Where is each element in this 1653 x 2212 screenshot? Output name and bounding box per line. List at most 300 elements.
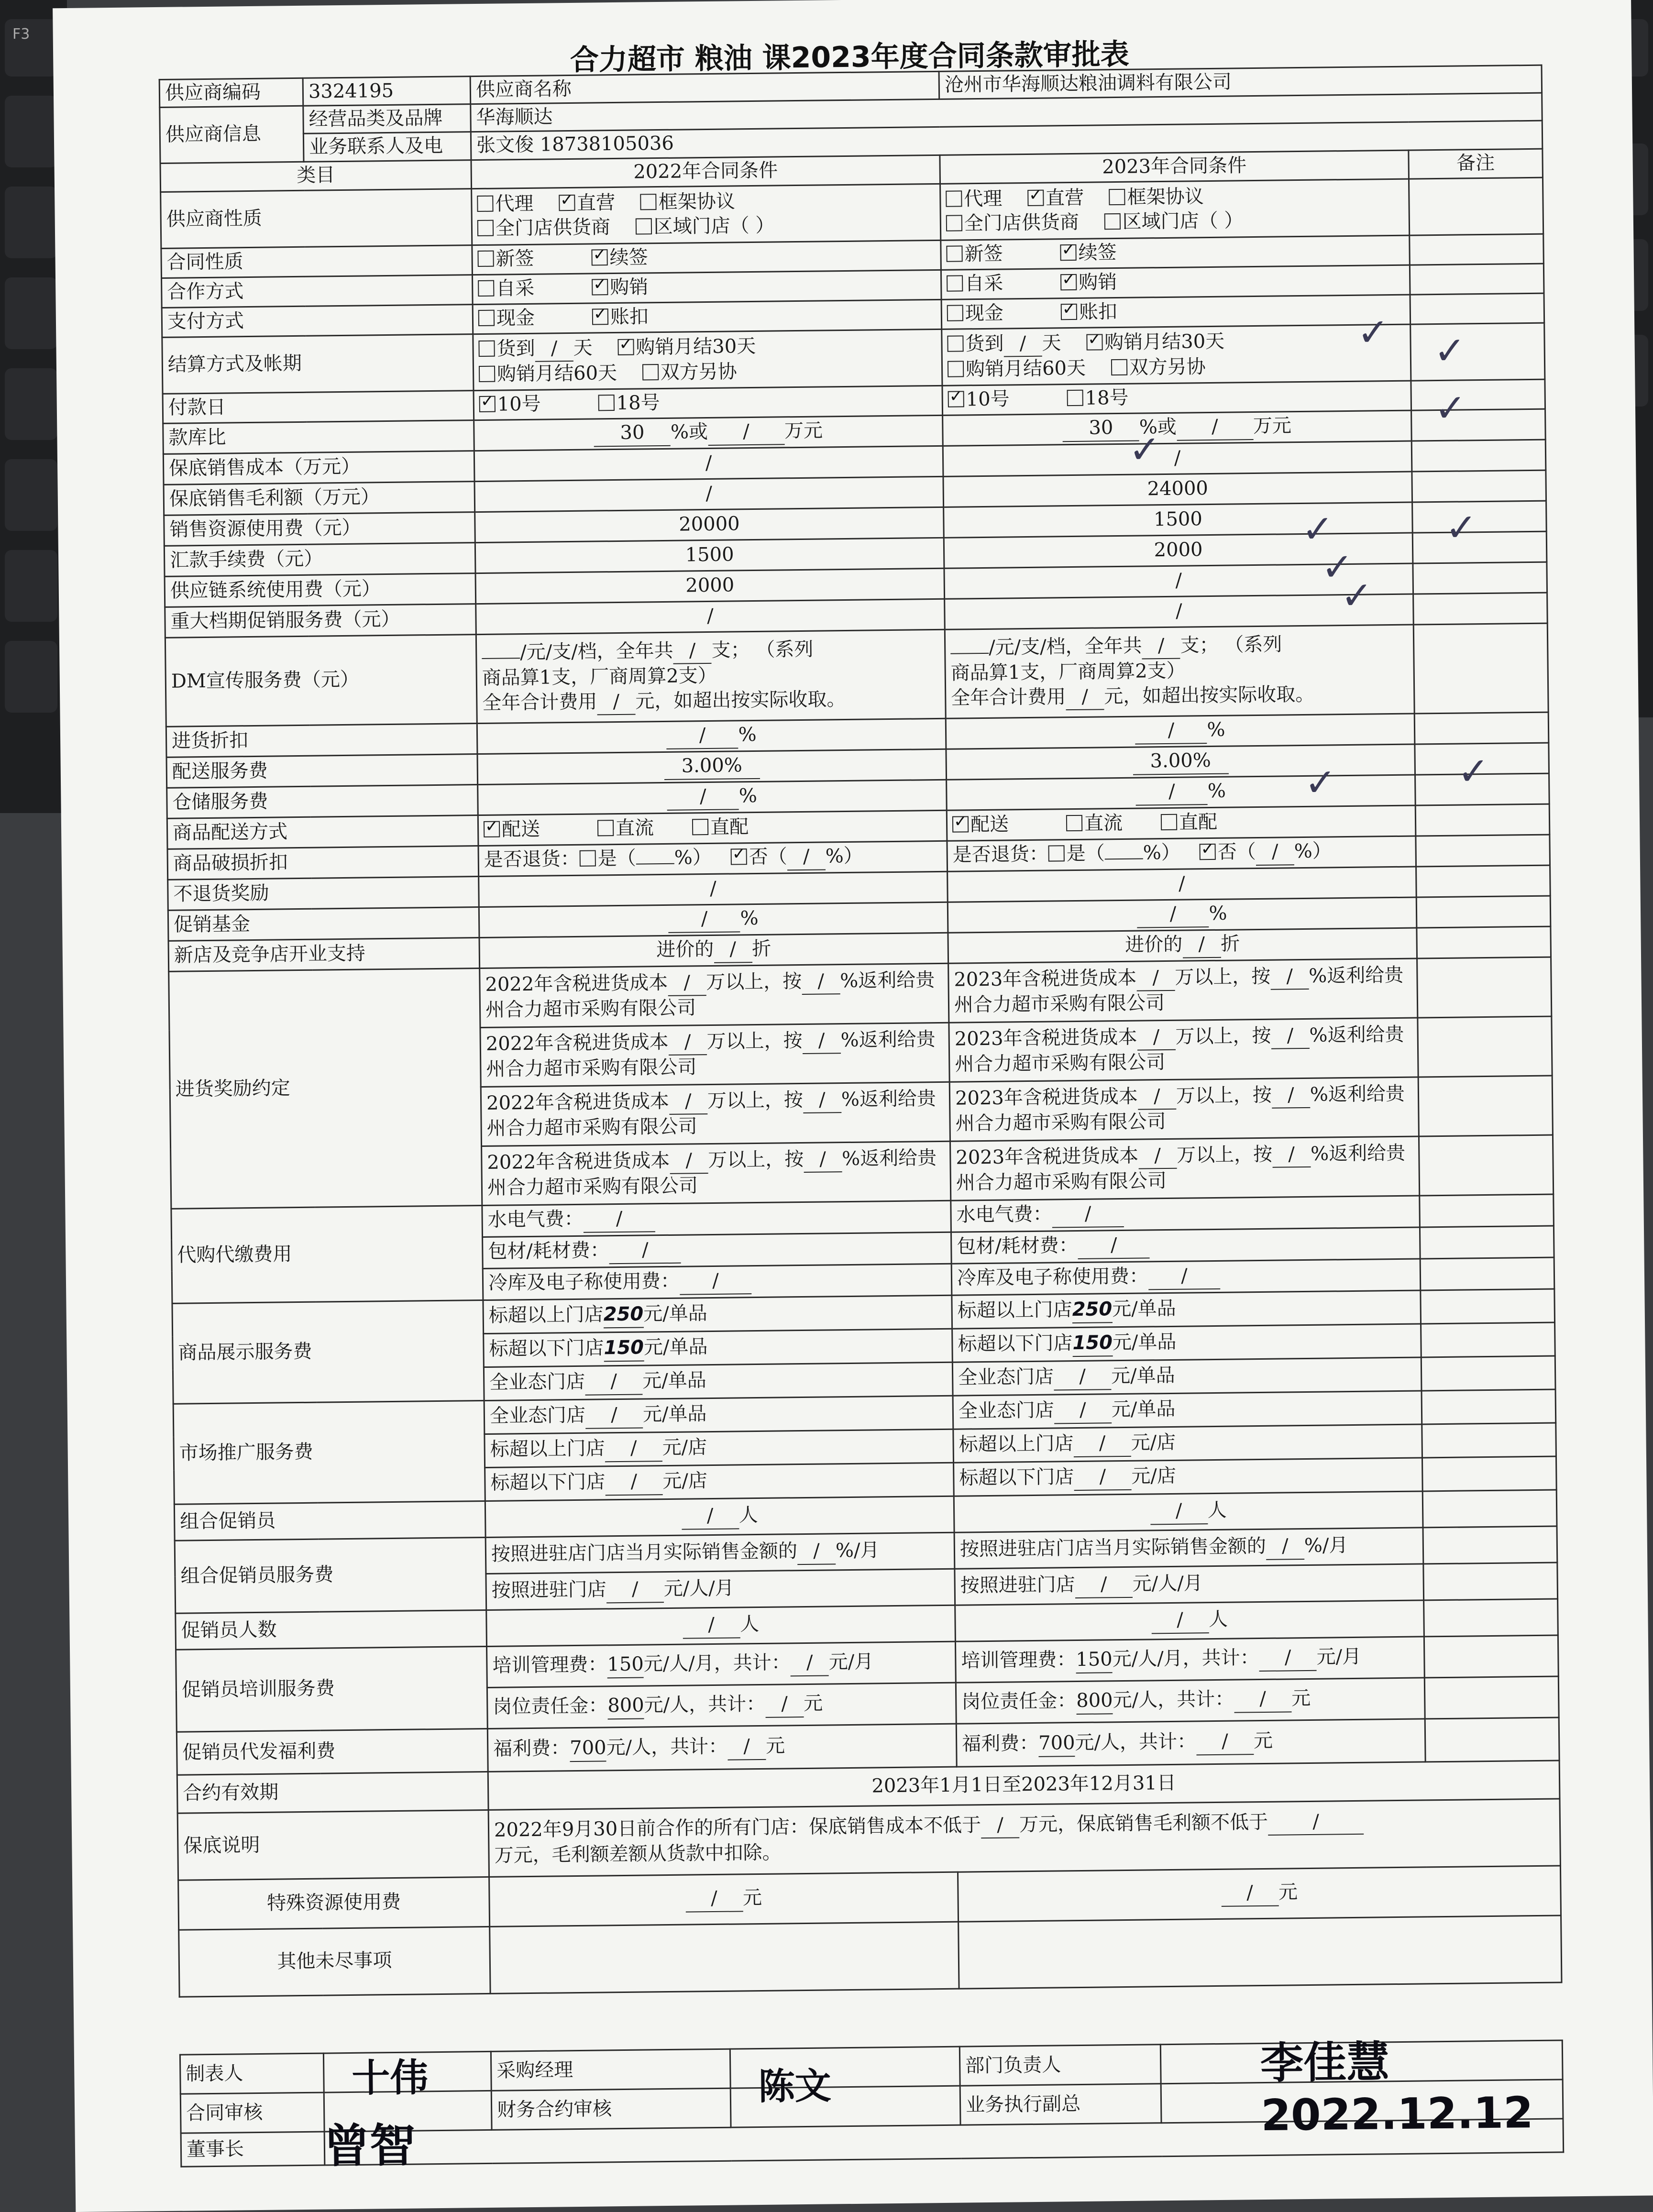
handwritten-value: 250 — [603, 1302, 643, 1328]
blank-field: / — [1266, 1534, 1305, 1560]
delivery-fee-2022 — [477, 749, 947, 784]
text: 元 — [1253, 1730, 1273, 1752]
blank-field: / — [1196, 1729, 1254, 1755]
checkbox-checked[interactable] — [559, 195, 575, 211]
checkbox[interactable] — [948, 361, 964, 377]
remark-cell — [1413, 593, 1548, 625]
label-min-margin: 保底销售毛利额（万元） — [164, 481, 475, 515]
nature-2023 — [940, 179, 1410, 240]
label-res-fee: 销售资源使用费（元） — [164, 512, 475, 546]
remit-fee-2022: 1500 — [475, 538, 944, 573]
text: 包材/耗材费： — [488, 1239, 610, 1263]
blank-field: / — [669, 1089, 708, 1115]
paper-sheet — [53, 0, 1653, 2212]
text: 岗位责任金： — [961, 1690, 1077, 1714]
key — [5, 96, 57, 167]
text: 按照进驻门店 — [960, 1574, 1075, 1597]
new-store-2022 — [479, 933, 948, 968]
value: 800 — [607, 1694, 644, 1719]
text: 元/单品 — [642, 1369, 706, 1392]
text: 标超以上门店 — [959, 1432, 1074, 1456]
checkbox[interactable] — [478, 310, 495, 326]
checkbox[interactable] — [1111, 359, 1127, 375]
opt-label: 购销 — [1078, 271, 1117, 294]
text: 元/单品 — [643, 1336, 708, 1359]
checkbox-checked[interactable] — [617, 339, 634, 355]
opt-label: 直配 — [710, 816, 749, 839]
blank-field: / — [667, 784, 739, 811]
checkbox-checked[interactable] — [484, 821, 500, 837]
blank-field: / — [797, 1539, 836, 1565]
blank-field: / — [1221, 1881, 1279, 1906]
blank-field: / — [609, 1238, 682, 1264]
opt-label: 全门店供货商 — [964, 211, 1080, 235]
text: 万元，毛利额差额从货款中扣除。 — [494, 1841, 782, 1867]
label-contract-review: 合同审核 — [180, 2092, 324, 2133]
checkbox[interactable] — [478, 341, 495, 357]
remark-cell — [1415, 804, 1550, 836]
blank-field: / — [1177, 415, 1254, 441]
text: 包材/耗材费： — [957, 1234, 1079, 1258]
text: 冷库及电子称使用费： — [957, 1265, 1149, 1290]
checkbox-checked[interactable] — [592, 279, 608, 296]
remark-cell — [1420, 1194, 1554, 1227]
combo-fee-pct-2023 — [954, 1528, 1423, 1569]
storage-fee-2022 — [478, 780, 947, 815]
remark-cell — [1416, 865, 1551, 897]
delivery-way-2023 — [947, 805, 1416, 841]
label-ratio: 款库比 — [163, 420, 474, 454]
label-finance-review: 财务合约审核 — [491, 2088, 731, 2130]
reward-2023 — [949, 1018, 1418, 1082]
value: 700 — [570, 1736, 606, 1762]
opt-label: 18号 — [1085, 387, 1129, 410]
handwritten-value: 250 — [1072, 1298, 1112, 1323]
text: 福利费： — [961, 1732, 1039, 1756]
check-mark-icon: ✓ — [1340, 573, 1373, 618]
label-training: 促销员培训服务费 — [176, 1646, 488, 1732]
text: 元，如超出按实际收取。 — [1104, 683, 1315, 707]
header-2023: 2023年合同条件 — [940, 150, 1409, 184]
text: 标超以下门店 — [490, 1471, 606, 1495]
text: 万以上，按 — [1174, 965, 1271, 989]
text: 万元 — [784, 419, 823, 442]
remark-cell — [1421, 1289, 1555, 1324]
text: % — [738, 785, 758, 807]
check-mark-icon: ✓ — [1321, 544, 1354, 590]
special-2022 — [489, 1872, 959, 1926]
key — [5, 368, 57, 440]
text: 是（ — [1066, 842, 1105, 865]
opt-label: 18号 — [616, 392, 660, 415]
opt-label: 购销月结30天 — [636, 335, 756, 359]
checkbox-checked[interactable] — [1060, 274, 1077, 290]
text: 元/单品 — [642, 1403, 707, 1426]
promo-fee-2022: / — [476, 599, 945, 634]
welfare-2023 — [956, 1718, 1425, 1766]
opt-label: 账扣 — [1079, 301, 1118, 324]
checkbox[interactable] — [642, 364, 659, 380]
pay-2023 — [941, 295, 1411, 329]
display-below-2023 — [952, 1324, 1422, 1362]
nature-2022 — [472, 184, 941, 245]
remark-cell — [1413, 562, 1547, 594]
text: 万元 — [1253, 415, 1292, 438]
blank-field: / — [668, 907, 740, 933]
checkbox-checked[interactable] — [1061, 304, 1077, 320]
text: 元/店 — [1131, 1465, 1177, 1488]
key-f3 — [5, 19, 57, 77]
display-all-2022 — [484, 1362, 953, 1400]
text: 元/人，共计： — [1113, 1688, 1234, 1712]
text: 按照进驻门店 — [491, 1578, 607, 1602]
checkbox[interactable] — [947, 305, 963, 321]
payday-2022 — [474, 385, 943, 420]
opt-label: 区域门店（ ） — [653, 214, 775, 238]
blank-field: / — [1182, 932, 1221, 958]
text: 元/单品 — [1111, 1398, 1176, 1421]
label-combo-fee: 组合促销员服务费 — [175, 1537, 486, 1613]
text: 元/店 — [1131, 1431, 1176, 1454]
check-mark-icon: ✓ — [1434, 385, 1467, 431]
text: 万元，保底销售毛利额不低于 — [1019, 1811, 1268, 1836]
text: 元/人，共计： — [644, 1693, 766, 1717]
min-margin-2022: / — [474, 476, 944, 512]
text: 元/人/月 — [663, 1577, 734, 1600]
label-min-cost: 保底销售成本（万元） — [163, 451, 474, 484]
no-return-2022: / — [479, 871, 948, 907]
text: %返利给贵州合力超市采购有限公司 — [955, 1082, 1405, 1135]
checkbox-checked[interactable] — [1086, 334, 1102, 350]
checkbox[interactable] — [580, 850, 596, 867]
text: 元/月 — [828, 1651, 874, 1673]
res-fee-2023: 1500 — [944, 502, 1413, 538]
reward-2023 — [949, 1077, 1419, 1141]
ratio-2022 — [474, 415, 943, 451]
label-validity: 合约有效期 — [177, 1772, 488, 1813]
handwritten-value: 150 — [1072, 1331, 1113, 1357]
blank-field: / — [670, 1148, 708, 1174]
header-remark: 备注 — [1409, 149, 1543, 179]
opt-label: 配送 — [970, 813, 1009, 836]
checkbox[interactable] — [597, 820, 614, 836]
remark-cell — [1417, 957, 1552, 1018]
text: 元 — [742, 1887, 762, 1909]
text: 2023年含税进货成本 — [954, 967, 1137, 991]
discount-2022 — [477, 718, 946, 754]
no-return-2023: / — [948, 867, 1417, 902]
opt-label: 全门店供货商 — [495, 216, 611, 240]
text: 支； （系列 — [711, 638, 814, 662]
checkbox[interactable] — [640, 194, 657, 210]
blank-field: / — [1136, 966, 1175, 991]
blank-field: / — [683, 1613, 740, 1639]
opt-label: 续签 — [609, 246, 648, 269]
header-2022: 2022年合同条件 — [471, 155, 940, 188]
checkbox[interactable] — [692, 819, 708, 835]
text: 否（ — [1217, 841, 1256, 864]
text: 按照进驻店门店当月实际销售金额的 — [491, 1540, 798, 1566]
text: 标超以上门店 — [490, 1437, 605, 1461]
text: 冷库及电子称使用费： — [488, 1270, 680, 1295]
label-nature: 供应商性质 — [161, 188, 472, 248]
label-delivery-fee: 配送服务费 — [166, 754, 478, 788]
blank-field — [482, 658, 520, 659]
training-duty-2022 — [487, 1683, 956, 1728]
blank-field: / — [708, 419, 785, 446]
blank-field — [636, 863, 674, 865]
label-promo-fund: 促销基金 — [168, 907, 479, 941]
checkbox[interactable] — [477, 196, 493, 212]
header-category: 类目 — [160, 160, 472, 192]
blank-field: / — [1075, 1572, 1133, 1598]
supplier-name: 沧州市华海顺达粮油调料有限公司 — [939, 65, 1542, 99]
text: % — [1207, 780, 1226, 803]
text: 万以上，按 — [1176, 1084, 1272, 1107]
checkbox[interactable] — [947, 275, 963, 292]
other-2023 — [959, 1915, 1562, 1989]
checkbox-checked[interactable] — [591, 250, 607, 266]
text: %或 — [1139, 416, 1177, 439]
opt-label: 购销月结60天 — [965, 357, 1086, 381]
blank-field: / — [668, 1030, 707, 1056]
text: %） — [1294, 840, 1332, 863]
reward-2022 — [481, 1082, 950, 1146]
storage-fee-2023 — [947, 775, 1416, 810]
remark-cell — [1416, 896, 1551, 928]
checkbox[interactable] — [477, 251, 494, 267]
min-margin-2023: 24000 — [943, 472, 1412, 507]
remark-cell — [1421, 1322, 1555, 1357]
checkbox-checked[interactable] — [1060, 244, 1076, 261]
checkbox[interactable] — [946, 190, 962, 207]
remark-cell — [1409, 177, 1543, 235]
label-supplier-code: 供应商编码 — [159, 78, 303, 107]
checkbox[interactable] — [1109, 189, 1125, 205]
text: % — [1207, 719, 1225, 741]
blank-field: / — [981, 1813, 1020, 1838]
text: 水电气费： — [956, 1203, 1052, 1227]
remark-cell — [1424, 1599, 1558, 1637]
blank-field: / — [597, 689, 636, 715]
blank-field: / — [1151, 1608, 1209, 1634]
opt-label: 自采 — [496, 277, 535, 300]
remark-cell — [1410, 234, 1544, 265]
opt-label: 双方另协 — [660, 361, 737, 384]
remark-cell — [1412, 501, 1547, 533]
delivery-way-2022 — [478, 810, 947, 846]
checkbox-checked[interactable] — [952, 816, 969, 833]
blank-field: / — [605, 1470, 663, 1496]
label-agency: 代购代缴费用 — [171, 1205, 483, 1303]
remark-cell — [1425, 1717, 1559, 1762]
check-mark-icon: ✓ — [1301, 506, 1334, 551]
blank-field: / — [535, 336, 573, 362]
label-promoter-count: 促销员人数 — [176, 1610, 487, 1650]
blank-field: / — [787, 845, 826, 870]
opt-label: 购销月结60天 — [496, 362, 617, 385]
checkbox[interactable] — [478, 280, 494, 297]
discount-2023 — [946, 714, 1415, 749]
opt-label: 新签 — [496, 248, 534, 271]
checkbox[interactable] — [946, 215, 962, 231]
label-contact: 业务联系人及电 — [303, 132, 471, 162]
damage-2023 — [947, 836, 1416, 871]
checkbox[interactable] — [947, 335, 963, 352]
opt-label: 新签 — [964, 242, 1003, 265]
blank-field: / — [680, 1269, 752, 1295]
payday-2023 — [942, 381, 1411, 415]
agency-cold-2022 — [483, 1264, 952, 1300]
blank-field: / — [1138, 1084, 1177, 1110]
remark-cell — [1411, 323, 1545, 381]
text: 是否退货： — [484, 848, 580, 871]
remark-cell — [1419, 1135, 1553, 1196]
agency-pack-2022 — [483, 1232, 952, 1268]
checkbox-checked[interactable] — [731, 849, 747, 865]
reward-2023 — [950, 1136, 1419, 1200]
damage-2022 — [478, 841, 948, 876]
checkbox[interactable] — [1066, 815, 1082, 831]
checkbox-checked[interactable] — [1200, 844, 1216, 860]
blank-field — [1105, 858, 1143, 860]
blank-field: / — [605, 1436, 662, 1462]
text: 商品算1支，厂商周算2支） — [950, 660, 1186, 685]
text: % — [1209, 902, 1227, 925]
blank-field: / — [666, 723, 738, 749]
scm-fee-2023: / — [944, 563, 1413, 599]
opt-label: 直流 — [615, 817, 654, 840]
label-other: 其他未尽事项 — [179, 1926, 490, 1997]
blank-field: / — [1271, 1023, 1310, 1049]
remark-cell — [1423, 1563, 1558, 1600]
checkbox[interactable] — [479, 366, 495, 382]
remit-fee-2023: 2000 — [944, 533, 1413, 568]
blank-field: / — [1073, 1431, 1131, 1457]
remark-cell — [1422, 1456, 1556, 1491]
text: %） — [674, 847, 712, 869]
text: 元/人/月 — [1132, 1572, 1203, 1596]
text: 万以上，按 — [706, 1029, 803, 1053]
checkbox[interactable] — [477, 220, 494, 236]
blank-field: / — [1142, 634, 1180, 660]
label-special: 特殊资源使用费 — [178, 1877, 490, 1930]
opt-label: 续签 — [1078, 242, 1117, 264]
text: 福利费： — [493, 1737, 570, 1761]
text: 2023年含税进货成本 — [954, 1026, 1137, 1050]
check-mark-icon: ✓ — [1128, 427, 1161, 472]
signature-purchase: 陈文 — [758, 2064, 832, 2108]
text: 元/单品 — [643, 1302, 707, 1325]
value: 150 — [1076, 1648, 1113, 1673]
text: 标超以上门店 — [488, 1303, 604, 1327]
key — [5, 550, 57, 622]
label-contract: 合同性质 — [161, 245, 473, 278]
label-discount: 进货折扣 — [166, 723, 477, 757]
check-mark-icon: ✓ — [1304, 760, 1337, 805]
blank-field: / — [802, 969, 840, 995]
text: 元/单品 — [1112, 1298, 1176, 1321]
blank-field: / — [1148, 1264, 1221, 1290]
text: 人 — [739, 1613, 760, 1636]
text: 元/人/月，共计： — [643, 1651, 791, 1675]
signature-review: 曾智 — [323, 2118, 416, 2173]
validity-value: 2023年1月1日至2023年12月31日 — [488, 1761, 1560, 1810]
text: 全业态门店 — [489, 1371, 585, 1394]
key — [5, 277, 57, 349]
label-purchase-manager: 采购经理 — [491, 2049, 730, 2091]
opt-label: 直营 — [1045, 187, 1084, 209]
checkbox[interactable] — [635, 218, 651, 234]
checkbox-checked[interactable] — [1027, 189, 1044, 206]
blank-field: / — [685, 1886, 743, 1912]
text: 万以上，按 — [1176, 1143, 1273, 1167]
value: 700 — [1038, 1731, 1075, 1757]
checkbox-checked[interactable] — [592, 309, 608, 325]
checkbox[interactable] — [1104, 213, 1120, 230]
text: 进价的 — [656, 938, 714, 961]
promo-fee-2023: / — [945, 594, 1414, 629]
checkbox[interactable] — [1067, 390, 1083, 406]
special-2023 — [958, 1866, 1561, 1922]
label-scm-fee: 供应链系统使用费（元） — [165, 573, 476, 607]
checkbox-checked[interactable] — [479, 396, 496, 412]
text: %或 — [670, 421, 708, 444]
checkbox[interactable] — [598, 395, 615, 411]
text: 2022年9月30日前合作的所有门店：保底销售成本不低于 — [494, 1814, 981, 1841]
checkbox[interactable] — [1161, 814, 1177, 830]
blank-field: / — [790, 1651, 829, 1676]
blank-field: / — [1066, 684, 1104, 710]
blank-field: / — [1074, 1464, 1132, 1490]
remark-cell — [1422, 1389, 1556, 1424]
text: /元/支/档，全年共 — [520, 640, 673, 664]
checkbox-checked[interactable] — [948, 391, 964, 407]
checkbox[interactable] — [946, 246, 962, 262]
text: 培训管理费： — [492, 1653, 607, 1677]
blank-field: / — [1234, 1687, 1292, 1713]
blank-field: / — [681, 1504, 739, 1530]
promo-fund-2022 — [479, 902, 948, 937]
blank-field: / — [765, 1692, 804, 1718]
checkbox[interactable] — [1048, 846, 1065, 862]
remark-cell — [1422, 1423, 1556, 1458]
text: 2022年含税进货成本 — [485, 1031, 669, 1055]
text: 人 — [738, 1504, 758, 1527]
text: 元 — [1291, 1687, 1311, 1710]
label-settle: 结算方式及帐期 — [162, 334, 474, 394]
agency-pack-2023 — [951, 1227, 1420, 1264]
other-2022 — [490, 1922, 959, 1993]
remark-cell — [1410, 293, 1544, 324]
supplier-code: 3324195 — [303, 77, 471, 106]
check-mark-icon: ✓ — [1457, 748, 1490, 794]
opt-label: 框架协议 — [658, 190, 736, 213]
combo-fee-unit-2023 — [955, 1564, 1424, 1605]
blank-field: / — [1003, 331, 1042, 357]
blank-field: / — [804, 1147, 842, 1173]
promoter-count-2022 — [486, 1605, 956, 1646]
reward-2023 — [948, 958, 1418, 1023]
text: 是（ — [597, 847, 637, 870]
text: %返利给贵州合力超市采购有限公司 — [485, 968, 935, 1021]
text: 万以上，按 — [707, 1089, 804, 1112]
remark-cell — [1424, 1676, 1559, 1719]
opt-label: 货到 — [496, 337, 535, 360]
blank-field: / — [1270, 964, 1309, 990]
label-display: 商品展示服务费 — [172, 1300, 484, 1404]
combo-2023 — [954, 1491, 1423, 1532]
